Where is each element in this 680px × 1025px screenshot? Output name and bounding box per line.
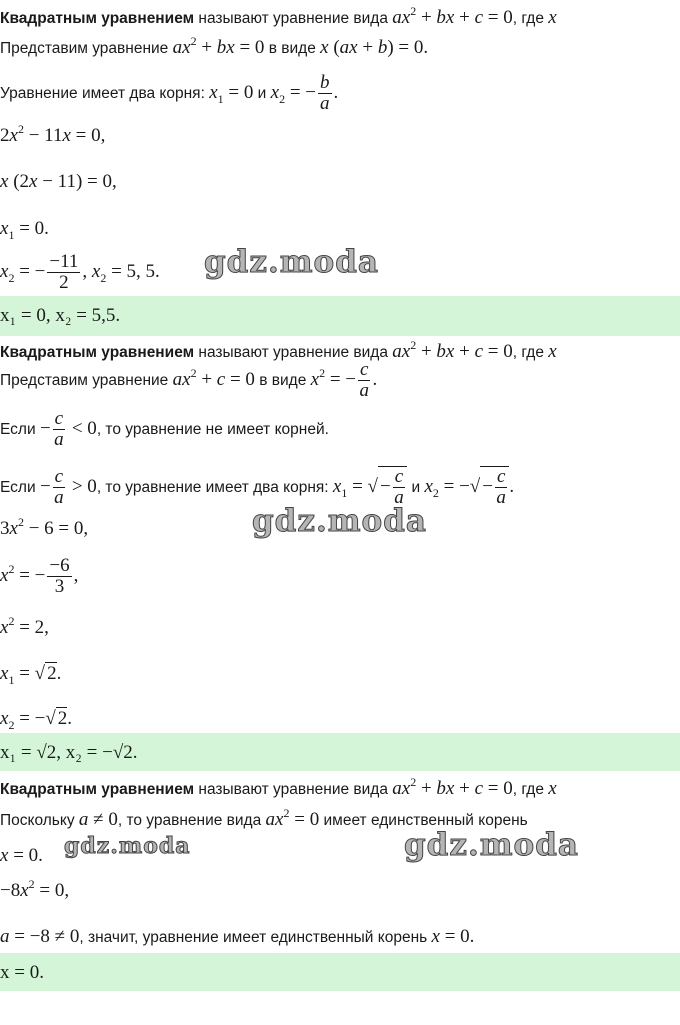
definition-term: Квадратным уравнением — [0, 10, 195, 27]
since-line: Поскольку a ≠ 0, то уравнение вида $ax^2 = 0$ имеет единственный корень — [0, 806, 528, 830]
answer-text: x = 0. — [0, 962, 44, 983]
condition-line: Если − $\frac{c}{a}$ < 0, то уравнение не имеет корней. — [0, 408, 329, 450]
answer-box — [0, 296, 680, 336]
watermark: gdz.moda — [64, 833, 191, 859]
equation-step: $-8x^2 = 0$, — [0, 877, 70, 901]
definition-term: Квадратным уравнением — [0, 344, 195, 361]
represent-line: Представим уравнение $ax^2$ + bx = 0 в виде x (ax + b) = 0. — [0, 34, 429, 58]
represent-line: Представим уравнение $ax^2 + c = 0$ в виде $x^2$ = − $\frac{c}{a}$ . — [0, 359, 378, 401]
equation-step: $x_1 = 0$. — [0, 218, 49, 242]
definition-text: называют уравнение вида — [194, 10, 393, 27]
watermark: gdz.moda — [252, 503, 427, 539]
definition-line: Квадратным уравнением называют уравнение вида $ax^2$ + bx + c = 0, где x — [0, 338, 557, 362]
equation-step: $x^2 = 2$, — [0, 614, 49, 638]
answer-text: x₁ = 0, x₂ = 5,5. — [0, 305, 121, 326]
equation-step: $3x^2 - 6 = 0$, — [0, 515, 89, 539]
equation-step: x (2x − 11) = 0, — [0, 171, 117, 192]
answer-text: x₁ = √2, x₂ = −√2. — [0, 742, 138, 763]
equation-step: $x^2$ = − $\frac{-6}{3}$ , — [0, 555, 79, 597]
answer-box — [0, 953, 680, 991]
definition-term: Квадратным уравнением — [0, 781, 195, 798]
equation-step: $x_2$ = − $\frac{-11}{2}$ , $x_2 = 5$, 5. — [0, 252, 160, 293]
equation-step: $x_2$ = −√ 2. — [0, 708, 73, 732]
equation-step: $x_1$ = √ 2. — [0, 663, 62, 687]
two-roots-line: Уравнение имеет два корня: $x_1 = 0$ и $x_2$ = − $\frac{b}{a}$ . — [0, 73, 339, 114]
watermark: gdz.moda — [204, 244, 379, 280]
definition-line: Квадратным уравнением называют уравнение вида $ax^2$ + bx + c = 0, где x — [0, 4, 557, 28]
definition-where: , где — [512, 10, 549, 27]
general-equation: $ax^2$ + bx + c = 0 — [392, 4, 513, 28]
condition-line: Если − $\frac{c}{a}$ > 0, то уравнение имеет два корня: $x_1$ = √ − $\frac{c}{a}$ и $x_2$ = −√ − $\frac{c}{a}$ . — [0, 466, 515, 508]
answer-box — [0, 733, 680, 771]
watermark: gdz.moda — [404, 827, 579, 863]
equation-step: $2x^2 - 11x = 0$, — [0, 122, 106, 146]
equation-step: x = 0. — [0, 845, 43, 866]
definition-line: Квадратным уравнением называют уравнение вида $ax^2$ + bx + c = 0, где x — [0, 775, 557, 799]
conclusion-line: a = −8 ≠ 0, значит, уравнение имеет единственный корень x = 0. — [0, 926, 475, 947]
